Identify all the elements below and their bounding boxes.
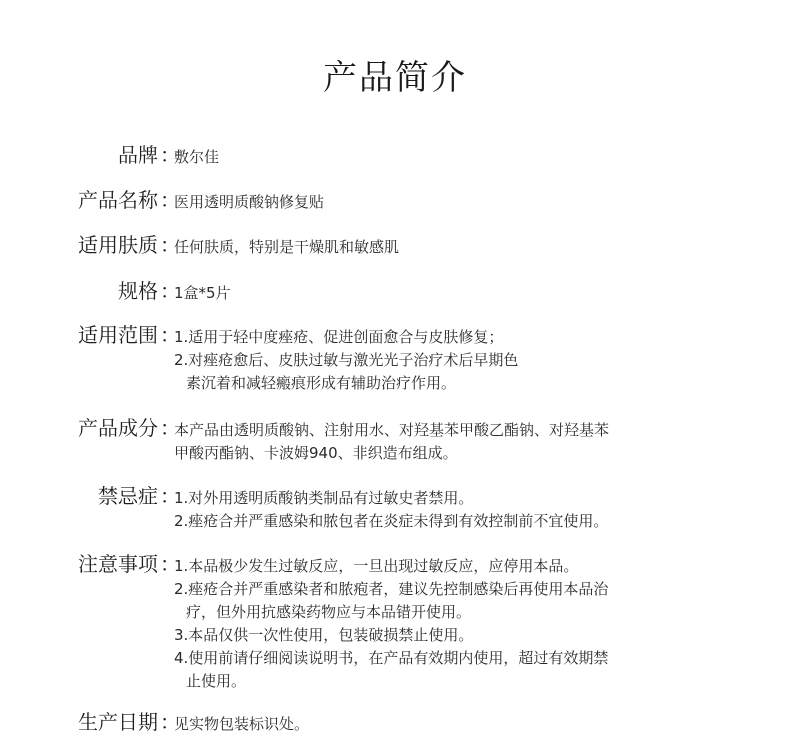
spec-label: 规格 — [118, 279, 158, 303]
product-name-label: 产品名称 — [78, 188, 158, 212]
contraindications-colon: ： — [160, 484, 180, 508]
contraindications-line: 1.对外用透明质酸钠类制品有过敏史者禁用。 — [174, 489, 474, 507]
contraindications-line: 2.痤疮合并严重感染和脓包者在炎症未得到有效控制前不宜使用。 — [174, 512, 609, 530]
production-date-label: 生产日期 — [78, 710, 158, 734]
page-title: 产品简介 — [323, 58, 467, 98]
contraindications-value — [174, 487, 608, 533]
scope-line: 素沉着和减轻瘢痕形成有辅助治疗作用。 — [186, 374, 457, 392]
brand-value: 敷尔佳 — [174, 148, 220, 166]
precautions-colon: ： — [160, 552, 180, 576]
ingredients-colon: ： — [160, 416, 180, 440]
skin-type-colon: ： — [160, 233, 180, 257]
precautions-line: 止使用。 — [186, 672, 247, 690]
spec-colon: ： — [160, 279, 180, 303]
production-date-colon: ： — [160, 710, 180, 734]
ingredients-value — [174, 419, 609, 465]
skin-type-label: 适用肤质 — [78, 233, 158, 257]
scope-value — [174, 326, 518, 395]
skin-type-value: 任何肤质，特别是干燥肌和敏感肌 — [174, 238, 400, 256]
precautions-line: 1.本品极少发生过敏反应，一旦出现过敏反应，应停用本品。 — [174, 557, 579, 575]
ingredients-label: 产品成分 — [78, 416, 158, 440]
scope-colon: ： — [160, 323, 180, 347]
scope-label: 适用范围 — [78, 323, 158, 347]
precautions-line: 2.痤疮合并严重感染者和脓疱者，建议先控制感染后再使用本品治 — [174, 580, 609, 598]
precautions-line: 3.本品仅供一次性使用，包装破损禁止使用。 — [174, 626, 474, 644]
scope-line: 2.对痤疮愈后、皮肤过敏与激光光子治疗术后早期色 — [174, 351, 519, 369]
ingredients-line: 本产品由透明质酸钠、注射用水、对羟基苯甲酸乙酯钠、对羟基苯 — [174, 421, 610, 439]
precautions-value — [174, 555, 608, 693]
ingredients-line: 甲酸丙酯钠、卡波姆940、非织造布组成。 — [174, 444, 458, 462]
production-date-value: 见实物包装标识处。 — [174, 715, 310, 733]
product-name-value: 医用透明质酸钠修复贴 — [174, 193, 325, 211]
brand-colon: ： — [160, 143, 180, 167]
precautions-line: 疗，但外用抗感染药物应与本品错开使用。 — [186, 603, 472, 621]
contraindications-label: 禁忌症 — [98, 484, 158, 508]
scope-line: 1.适用于轻中度痤疮、促进创面愈合与皮肤修复； — [174, 328, 504, 346]
spec-value: 1盒*5片 — [174, 284, 231, 302]
brand-label: 品牌 — [118, 143, 158, 167]
product-name-colon: ： — [160, 188, 180, 212]
precautions-line: 4.使用前请仔细阅读说明书，在产品有效期内使用，超过有效期禁 — [174, 649, 609, 667]
precautions-label: 注意事项 — [78, 552, 158, 576]
